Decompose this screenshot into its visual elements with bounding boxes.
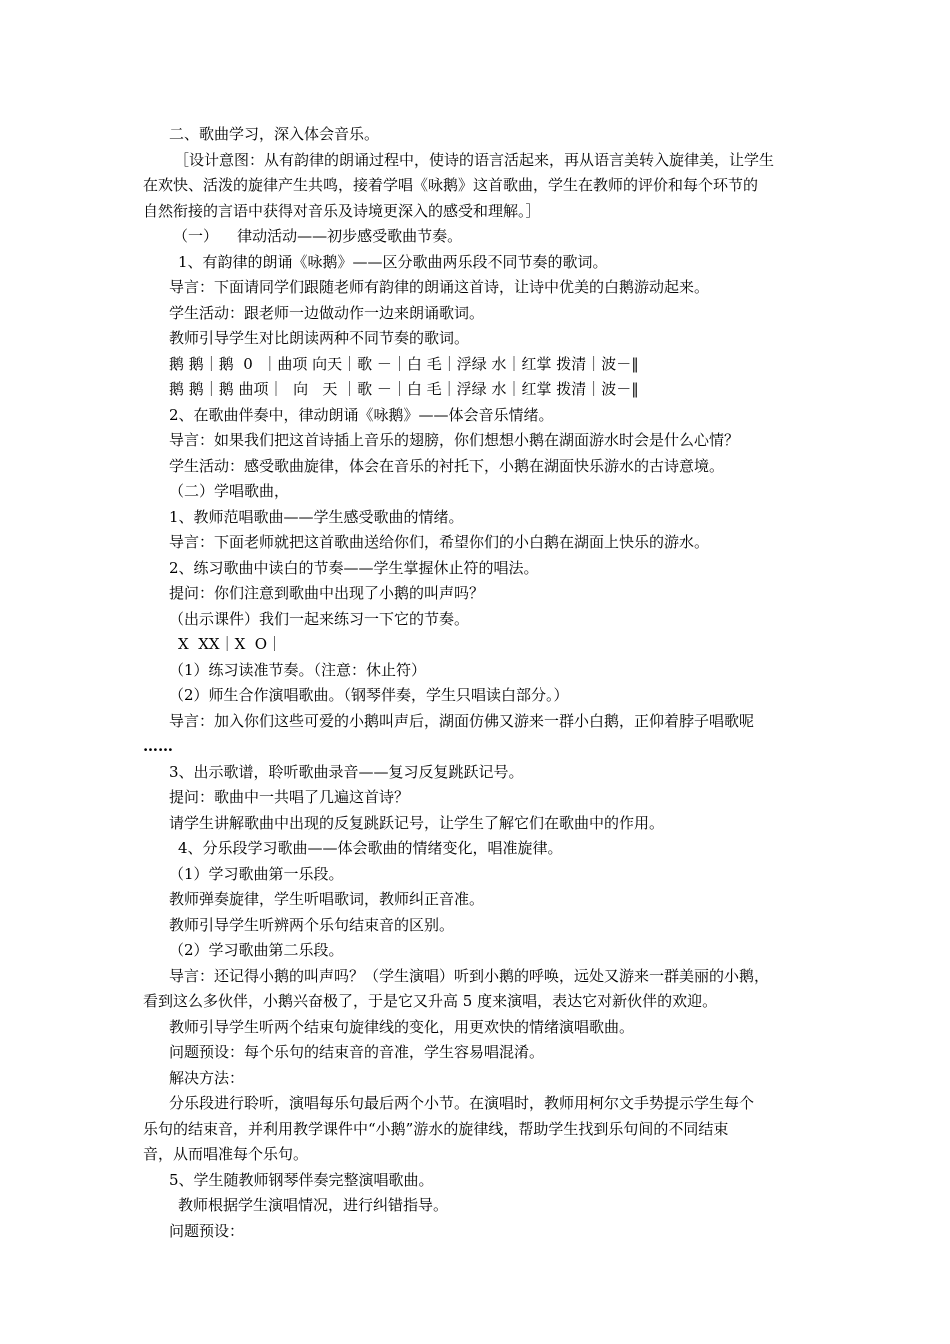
paragraph-line: 学生活动：感受歌曲旋律，体会在音乐的衬托下，小鹅在湖面快乐游水的古诗意境。 <box>169 456 725 475</box>
subsection-heading: （一） 律动活动——初步感受歌曲节奏。 <box>173 227 463 245</box>
paragraph-line: 解决方法： <box>169 1068 245 1087</box>
paragraph-line: 导言：如果我们把这首诗插上音乐的翅膀，你们想想小鹅在湖面游水时会是什么心情？ <box>169 431 740 449</box>
paragraph-line: 提问：你们注意到歌曲中出现了小鹅的叫声吗？ <box>169 584 485 602</box>
paragraph-line: 问题预设：每个乐句的结束音的音准，学生容易唱混淆。 <box>169 1043 545 1061</box>
paragraph-line: 导言：还记得小鹅的叫声吗？（学生演唱）听到小鹅的呼唤，远处又游来一群美丽的小鹅， <box>169 966 770 985</box>
paragraph-line: （1）练习读准节奏。（注意：休止符） <box>169 660 427 679</box>
paragraph-line: 提问：歌曲中一共唱了几遍这首诗？ <box>169 788 410 806</box>
paragraph-line: 音，从而唱准每个乐句。 <box>143 1145 309 1163</box>
paragraph-line: （出示课件）我们一起来练习一下它的节奏。 <box>169 609 470 628</box>
step-heading: 2、在歌曲伴奏中，律动朗诵《咏鹅》——体会音乐情绪。 <box>169 405 554 424</box>
step-heading: 1、教师范唱歌曲——学生感受歌曲的情绪。 <box>169 507 464 526</box>
paragraph-line: 导言：加入你们这些可爱的小鹅叫声后，湖面仿佛又游来一群小白鹅，正仰着脖子唱歌呢 <box>169 711 755 730</box>
design-intent-line: 自然衔接的言语中获得对音乐及诗境更深入的感受和理解。］ <box>143 201 541 220</box>
paragraph-line: 乐句的结束音，并利用教学课件中“小鹅”游水的旋律线，帮助学生找到乐句间的不同结束 <box>143 1119 729 1138</box>
document-body <box>143 122 813 1244</box>
step-heading: 1、有韵律的朗诵《咏鹅》——区分歌曲两乐段不同节奏的歌词。 <box>178 252 608 271</box>
paragraph-line: 导言：下面请同学们跟随老师有韵律的朗诵这首诗，让诗中优美的白鹅游动起来。 <box>169 278 710 296</box>
paragraph-line: 看到这么多伙伴，小鹅兴奋极了，于是它又升高 5 度来演唱，表达它对新伙伴的欢迎。 <box>143 992 718 1010</box>
paragraph-line: 教师根据学生演唱情况，进行纠错指导。 <box>178 1196 449 1214</box>
paragraph-line: 学生活动：跟老师一边做动作一边来朗诵歌词。 <box>169 303 485 322</box>
paragraph-line: （1）学习歌曲第一乐段。 <box>169 864 344 883</box>
step-heading: 3、出示歌谱，聆听歌曲录音——复习反复跳跃记号。 <box>169 762 524 781</box>
paragraph-line: 教师引导学生听两个结束句旋律线的变化，用更欢快的情绪演唱歌曲。 <box>169 1017 635 1036</box>
rhythm-lyrics-line: 鹅 鹅｜鹅 0 ｜曲项 向天｜歌 －｜白 毛｜浮绿 水｜红掌 拨清｜波－‖ <box>169 354 639 373</box>
step-heading: 5、学生随教师钢琴伴奏完整演唱歌曲。 <box>169 1170 434 1189</box>
paragraph-line: 导言：下面老师就把这首歌曲送给你们，希望你们的小白鹅在湖面上快乐的游水。 <box>169 533 710 551</box>
paragraph-line: （2）师生合作演唱歌曲。（钢琴伴奏，学生只唱读白部分。） <box>169 686 569 704</box>
paragraph-line: 请学生讲解歌曲中出现的反复跳跃记号，让学生了解它们在歌曲中的作用。 <box>169 813 665 832</box>
paragraph-line: 分乐段进行聆听，演唱每乐句最后两个小节。在演唱时，教师用柯尔文手势提示学生每个 <box>169 1094 755 1112</box>
subsection-heading: （二）学唱歌曲， <box>169 482 290 500</box>
step-heading: 4、分乐段学习歌曲——体会歌曲的情绪变化，唱准旋律。 <box>178 839 563 857</box>
paragraph-line: 教师引导学生对比朗读两种不同节奏的歌词。 <box>169 329 470 347</box>
rhythm-notation: X XX｜X O｜ <box>178 635 283 653</box>
rhythm-lyrics-line: 鹅 鹅｜鹅 曲项｜ 向 天 ｜歌 －｜白 毛｜浮绿 水｜红掌 拨清｜波－‖ <box>169 380 639 398</box>
section-heading: 二、歌曲学习，深入体会音乐。 <box>169 125 380 143</box>
design-intent-line: ［设计意图：从有韵律的朗诵过程中，使诗的语言活起来，再从语言美转入旋律美，让学生 <box>174 150 775 169</box>
paragraph-line: 教师弹奏旋律，学生听唱歌词，教师纠正音准。 <box>169 890 485 908</box>
paragraph-line: （2）学习歌曲第二乐段。 <box>169 941 344 959</box>
design-intent-line: 在欢快、活泼的旋律产生共鸣，接着学唱《咏鹅》这首歌曲，学生在教师的评价和每个环节的 <box>143 176 759 194</box>
step-heading: 2、练习歌曲中读白的节奏——学生掌握休止符的唱法。 <box>169 558 539 577</box>
paragraph-line: 教师引导学生听辨两个乐句结束音的区别。 <box>169 915 455 934</box>
paragraph-line: 问题预设： <box>169 1221 245 1240</box>
paragraph-line: …… <box>143 737 173 755</box>
